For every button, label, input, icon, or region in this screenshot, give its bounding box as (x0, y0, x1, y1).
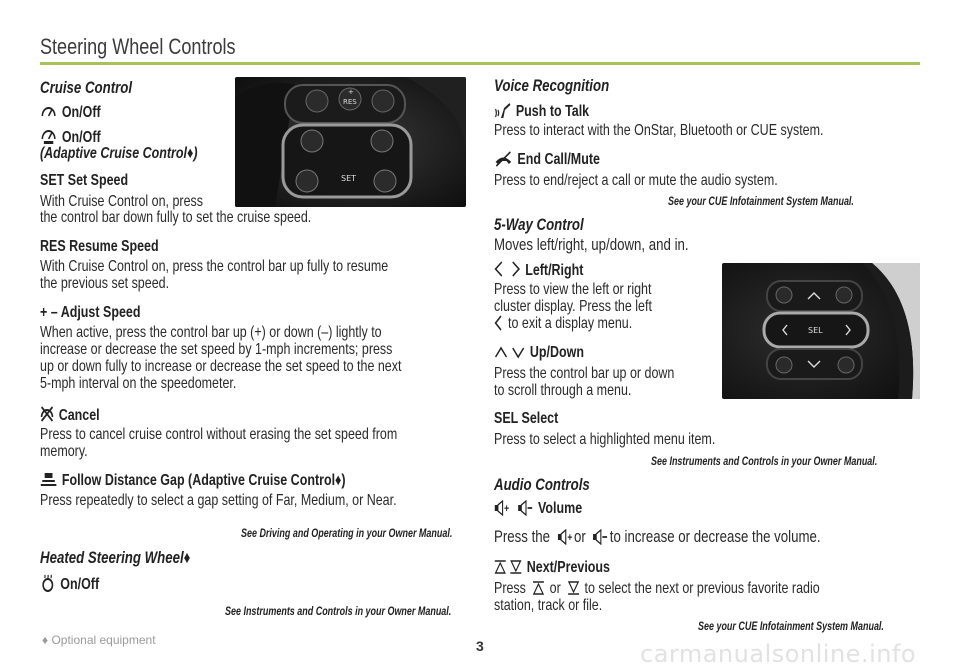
cancel-row (40, 405, 100, 425)
np-text-1-row (494, 580, 820, 597)
audio-heading: Audio Controls (494, 475, 590, 494)
svg-text:+: + (566, 532, 572, 545)
sel-heading: SEL Select (494, 410, 559, 427)
left-right-arrows-icon (494, 260, 521, 278)
gap-row (40, 472, 346, 490)
np-text-2: station, track or file. (494, 597, 603, 614)
set-heading: SET Set Speed (40, 172, 129, 189)
res-text-1: With Cruise Control on, press the control bar up fully to resume (40, 258, 389, 275)
svg-text:+: + (504, 503, 510, 516)
volume-up-icon (494, 500, 510, 516)
left-arrow-icon (494, 315, 503, 331)
cancel-text-2: memory. (40, 443, 88, 460)
cancel-heading: Cancel (58, 407, 100, 424)
adjust-text-4: 5-mph interval on the speedometer. (40, 375, 237, 392)
page-number: 3 (476, 638, 484, 654)
left-right-row (494, 260, 583, 280)
np-text-1b: or (549, 580, 561, 597)
title-divider (40, 62, 920, 65)
ref-cue-1: See your CUE Infotainment System Manual. (668, 196, 854, 208)
np-text-1a: Press (494, 580, 526, 597)
volume-down-icon (518, 500, 534, 516)
previous-inline-icon (533, 580, 545, 596)
ref-cue-2: See your CUE Infotainment System Manual. (698, 621, 884, 633)
up-down-row (494, 344, 584, 362)
next-prev-row (494, 559, 610, 577)
ref-instruments-right: See Instruments and Controls in your Owner Manual. (651, 456, 878, 468)
next-prev-heading: Next/Previous (526, 559, 611, 576)
plus-photo-label: + (348, 88, 354, 96)
push-to-talk-icon (494, 101, 511, 119)
adjust-text-2: increase or decrease the set speed by 1-mph increments; press (40, 341, 393, 358)
np-text-1c: to select the next or previous favorite radio (584, 580, 820, 597)
cruise-heading: Cruise Control (40, 78, 133, 97)
up-down-heading: Up/Down (529, 344, 584, 361)
lr-text-1: Press to view the left or right (494, 281, 652, 298)
cancel-icon (40, 405, 54, 423)
adjust-heading: + – Adjust Speed (40, 304, 141, 321)
ud-text-1: Press the control bar up or down (494, 365, 675, 382)
vol-text-a: Press the (494, 527, 551, 546)
volume-up-inline-icon (557, 529, 573, 545)
gap-heading: Follow Distance Gap (Adaptive Cruise Control♦) (61, 472, 346, 489)
res-heading: RES Resume Speed (40, 238, 159, 255)
lr-text-2: cluster display. Press the left (494, 298, 652, 315)
ref-instruments-left: See Instruments and Controls in your Owner Manual. (225, 606, 452, 618)
volume-text-row (494, 528, 821, 545)
ud-text-2: to scroll through a menu. (494, 382, 632, 399)
end-call-mute-icon (494, 151, 513, 167)
end-call-text: Press to end/reject a call or mute the audio system. (494, 172, 778, 189)
end-call-heading: End Call/Mute (517, 151, 600, 168)
voice-heading: Voice Recognition (494, 76, 610, 95)
volume-down-inline-icon (593, 529, 609, 545)
heated-onoff-row (40, 574, 99, 594)
cruise-control-icon (40, 102, 57, 120)
lr-text-3: to exit a display menu. (508, 315, 633, 332)
onoff-label: On/Off (61, 104, 101, 121)
res-photo-label: RES (343, 98, 357, 106)
heated-heading: Heated Steering Wheel♦ (40, 548, 191, 567)
res-text-2: the previous set speed. (40, 275, 170, 292)
steering-wheel-photo-left (235, 77, 466, 207)
ref-driving-operating: See Driving and Operating in your Owner Manual. (241, 528, 453, 540)
up-down-arrows-icon (494, 344, 525, 360)
adaptive-cruise-icon (40, 127, 57, 145)
heated-wheel-icon (40, 574, 56, 592)
ptt-row (494, 101, 589, 121)
watermark: carmanualsonline.info (640, 640, 917, 668)
volume-row (494, 500, 582, 518)
fiveway-heading: 5-Way Control (494, 215, 584, 234)
adjust-text-3: up or down fully to increase or decrease the set speed to the next (40, 358, 402, 375)
next-previous-icon (494, 559, 522, 575)
left-right-heading: Left/Right (525, 262, 584, 279)
gap-text: Press repeatedly to select a gap setting of Far, Medium, or Near. (40, 492, 397, 509)
onoff-label: On/Off (61, 129, 101, 146)
vol-text-c: to increase or decrease the volume. (609, 527, 821, 546)
lr-text-3-row (494, 315, 632, 332)
ptt-heading: Push to Talk (515, 103, 590, 120)
acc-subtitle: (Adaptive Cruise Control♦) (40, 145, 198, 162)
follow-gap-icon (40, 472, 57, 488)
next-inline-icon (567, 580, 579, 596)
set-text-2: the control bar down fully to set the cruise speed. (40, 209, 312, 226)
optional-equipment-note: ♦ Optional equipment (42, 633, 156, 647)
end-call-row (494, 151, 600, 169)
acc-onoff-row (40, 127, 101, 147)
sel-text: Press to select a highlighted menu item. (494, 431, 716, 448)
ptt-text: Press to interact with the OnStar, Bluetooth or CUE system. (494, 122, 824, 139)
page-title: Steering Wheel Controls (40, 34, 236, 59)
cancel-text-1: Press to cancel cruise control without erasing the set speed from (40, 426, 398, 443)
adjust-text-1: When active, press the control bar up (+) or down (–) lightly to (40, 324, 382, 341)
heated-onoff-label: On/Off (60, 576, 100, 593)
sel-photo-label: SEL (808, 326, 823, 335)
volume-heading: Volume (538, 500, 583, 517)
cruise-onoff-row (40, 102, 101, 122)
steering-wheel-photo-right (722, 263, 920, 399)
fiveway-text: Moves left/right, up/down, and in. (494, 235, 689, 254)
vol-text-b: or (573, 527, 586, 546)
set-text-1: With Cruise Control on, press (40, 193, 203, 210)
set-photo-label: SET (341, 174, 357, 183)
